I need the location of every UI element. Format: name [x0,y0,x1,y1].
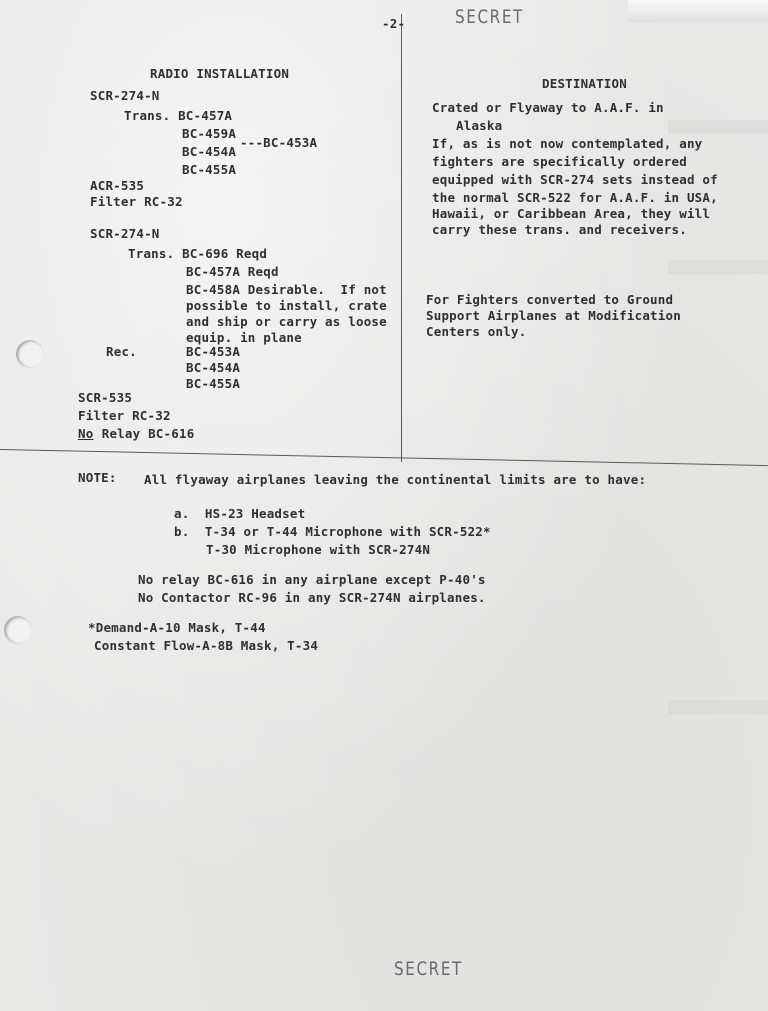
left-line: Rec. [106,344,137,359]
right-line: For Fighters converted to Ground [426,292,674,307]
left-line: BC-458A Desirable. If not [186,282,387,297]
note-item: b. T-34 or T-44 Microphone with SCR-522* [174,524,491,539]
left-line: BC-454A [186,360,241,375]
section-divider [0,449,768,466]
bleed-through [668,700,768,714]
punch-hole-bottom [4,616,32,644]
left-line: ACR-535 [90,178,145,193]
left-line: Trans. BC-696 Reqd [128,246,268,261]
relay-line: No Contactor RC-96 in any SCR-274N airplanes. [138,590,486,605]
right-line: Centers only. [426,324,527,339]
left-line: Filter RC-32 [90,194,183,209]
left-line: Filter RC-32 [78,408,171,423]
left-line: Trans. BC-457A [124,108,233,123]
left-line: SCR-274-N [90,226,160,241]
paper-corner [628,0,768,22]
left-line: SCR-535 [78,390,133,405]
right-column-heading: DESTINATION [542,76,627,91]
note-label: NOTE: [78,470,117,485]
left-line: BC-455A [186,376,241,391]
right-line: equipped with SCR-274 sets instead of [432,172,718,187]
right-line: fighters are specifically ordered [432,154,687,169]
left-line: BC-459A [182,126,237,141]
classification-stamp-bottom: SECRET [394,958,463,980]
page-number: -2- [382,16,406,31]
left-line: possible to install, crate [186,298,387,313]
left-column-heading: RADIO INSTALLATION [150,66,290,81]
left-line: Relay BC-616 [94,426,195,441]
left-line: BC-454A [182,144,237,159]
left-line: and ship or carry as loose [186,314,387,329]
left-line: BC-457A Reqd [186,264,279,279]
left-line: SCR-274-N [90,88,160,103]
left-line: equip. in plane [186,330,302,345]
note-item: T-30 Microphone with SCR-274N [206,542,431,557]
punch-hole-top [16,340,44,368]
footnote-line: Constant Flow-A-8B Mask, T-34 [94,638,319,653]
note-item: a. HS-23 Headset [174,506,306,521]
note-intro: All flyaway airplanes leaving the continental limits are to have: [144,472,647,487]
bleed-through [668,260,768,274]
right-line: Support Airplanes at Modification [426,308,681,323]
left-line: BC-455A [182,162,237,177]
left-line: ---BC-453A [240,135,318,150]
right-line: Crated or Flyaway to A.A.F. in [432,100,664,115]
bleed-through [668,120,768,134]
right-line: the normal SCR-522 for A.A.F. in USA, [432,190,718,205]
right-line: carry these trans. and receivers. [432,222,687,237]
column-divider [401,14,402,462]
right-line: Hawaii, or Caribbean Area, they will [432,206,711,221]
right-line: Alaska [456,118,503,133]
left-line: BC-453A [186,344,241,359]
footnote-line: *Demand-A-10 Mask, T-44 [88,620,266,635]
relay-line: No relay BC-616 in any airplane except P-40's [138,572,486,587]
classification-stamp-top: SECRET [455,6,524,28]
left-line-underlined: No [78,426,94,441]
right-line: If, as is not now contemplated, any [432,136,703,151]
